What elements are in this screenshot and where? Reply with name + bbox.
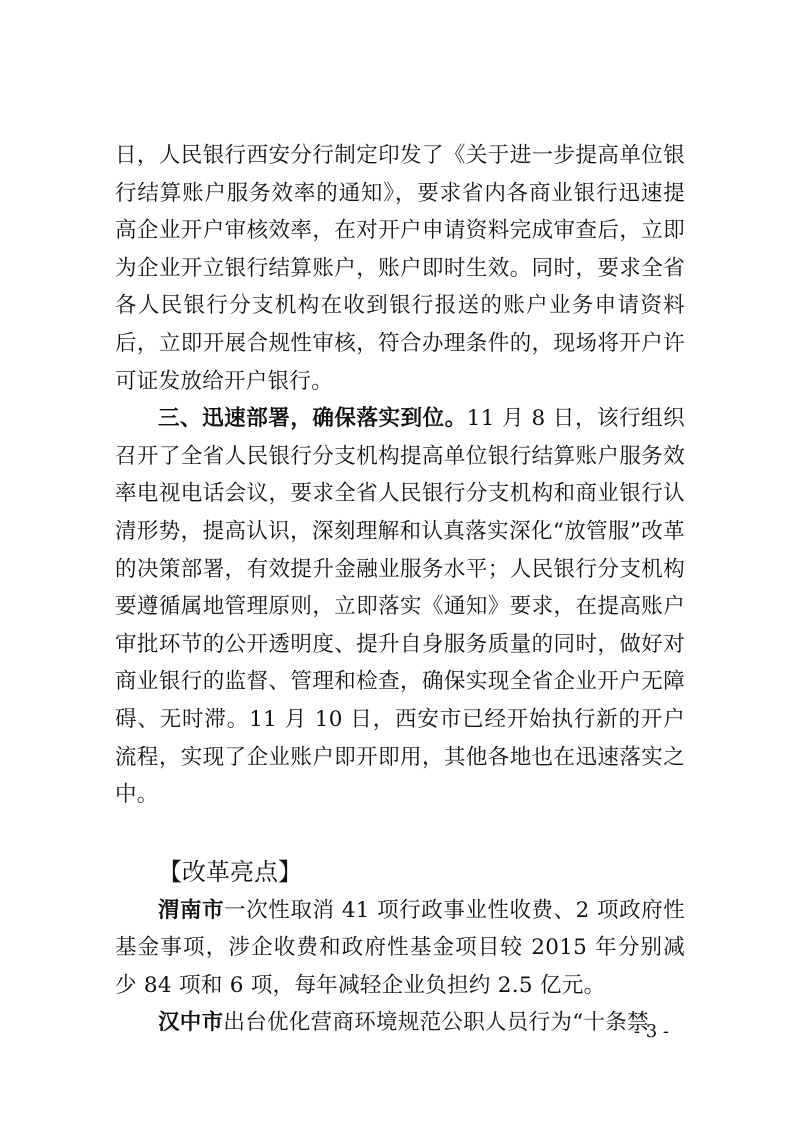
paragraph-body: 11 月 8 日，该行组织召开了全省人民银行分支机构提高单位银行结算账户服务效率电视电话会议，要求全省人民银行分支机构和商业银行认清形势，提高认识，深刻理解和认真落实深化“放管服”改革的决策部署，有效提升金融业服务水平；人民银行分支机构要遵循属地管理原则，立即落实《通知》要求，在提高账户审批环节的公开透明度、提升自身服务质量的同时，做好对商业银行的监督、管理和检查，确保实现全省企业开户无障碍、无时滞。11 月 10 日，西安市已经开始执行新的开户流程，实现了企业账户即开即用，其他各地也在迅速落实之中。 — [115, 406, 685, 808]
highlight-item — [115, 1004, 685, 1042]
paragraph-heading: 三、迅速部署，确保落实到位。 — [158, 406, 467, 432]
highlight-item — [115, 892, 685, 1005]
highlight-text: 出台优化营商环境规范公职人员行为“十条禁 — [223, 1010, 649, 1036]
paragraph-continuation: 日，人民银行西安分行制定印发了《关于进一步提高单位银行结算账户服务效率的通知》，要求省内各商业银行迅速提高企业开户审核效率，在对开户申请资料完成审查后，立即为企业开立银行结算账户，账户即时生效。同时，要求全省各人民银行分支机构在收到银行报送的账户业务申请资料后，立即开展合规性审核，符合办理条件的，现场将开户许可证发放给开户银行。 — [115, 143, 685, 394]
highlight-city: 渭南市 — [158, 897, 225, 923]
section-title: 【改革亮点】 — [158, 857, 302, 886]
highlight-text: 一次性取消 41 项行政事业性收费、2 项政府性基金事项，涉企收费和政府性基金项目较 2015 年分别减少 84 项和 6 项，每年减轻企业负担约 2.5 亿元。 — [115, 897, 685, 998]
highlight-city: 汉中市 — [158, 1010, 224, 1036]
document-body — [115, 137, 685, 1042]
page-number: - 3 - — [633, 1021, 669, 1042]
paragraph-deployment — [115, 400, 685, 814]
